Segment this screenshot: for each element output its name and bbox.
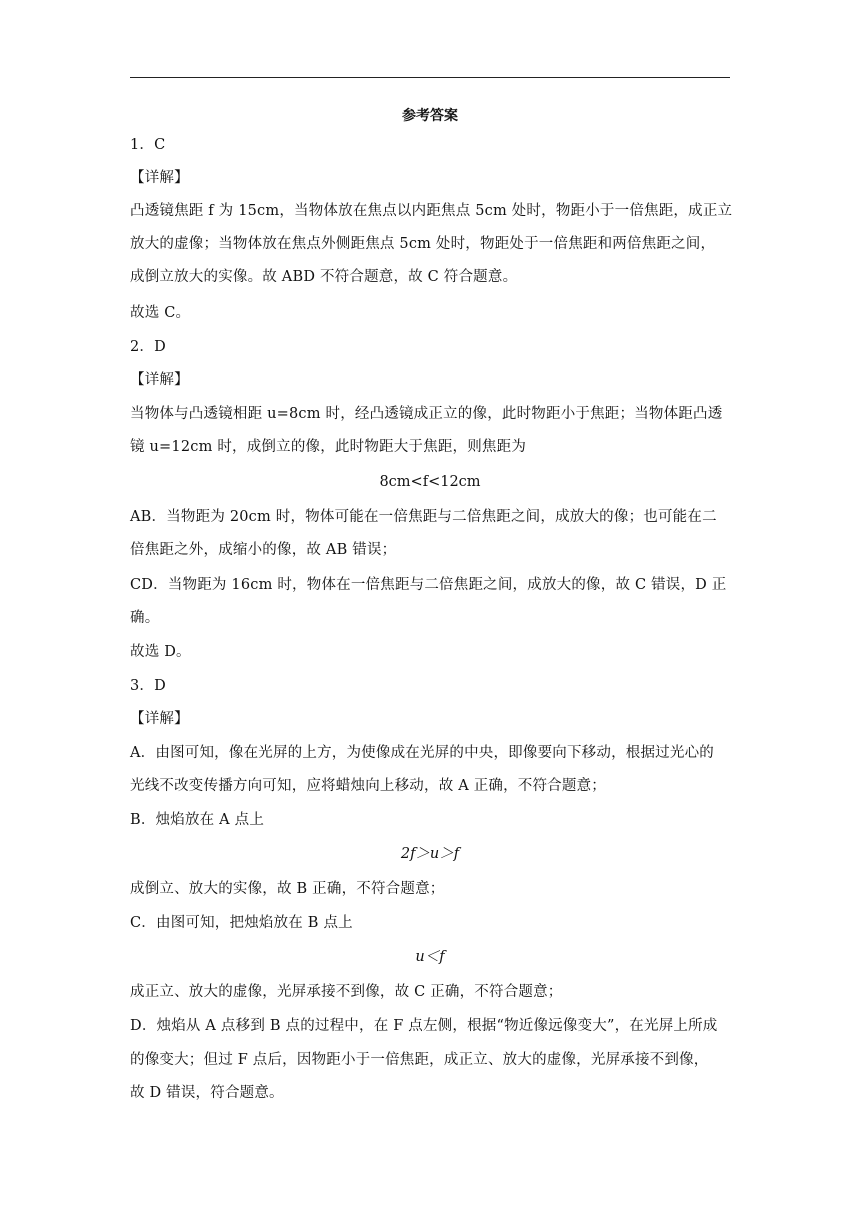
text-line: 【详解】 — [130, 711, 189, 727]
formula-line: 2f＞u＞f — [400, 846, 460, 862]
text-line: 成倒立放大的实像。故 ABD 不符合题意，故 C 符合题意。 — [130, 269, 518, 285]
text-line: 凸透镜焦距 f 为 15cm，当物体放在焦点以内距焦点 5cm 处时，物距小于一倍焦距，成正立 — [130, 203, 733, 219]
text-line: 【详解】 — [130, 170, 189, 186]
text-line: CD．当物距为 16cm 时，物体在一倍焦距与二倍焦距之间，成放大的像，故 C 错误，D 正 — [130, 577, 727, 593]
page-title: 参考答案 — [402, 108, 458, 124]
text-line: 倍焦距之外，成缩小的像，故 AB 错误； — [130, 542, 397, 558]
text-line: 成倒立、放大的实像，故 B 正确，不符合题意； — [130, 881, 445, 897]
text-line: AB．当物距为 20cm 时，物体可能在一倍焦距与二倍焦距之间，成放大的像；也可能在二 — [130, 509, 717, 525]
text-line: 光线不改变传播方向可知，应将蜡烛向上移动，故 A 正确，不符合题意； — [130, 778, 606, 794]
header-rule — [130, 77, 730, 78]
text-line: 当物体与凸透镜相距 u=8cm 时，经凸透镜成正立的像，此时物距小于焦距；当物体距凸透 — [130, 406, 723, 422]
formula-line: 8cm<f<12cm — [379, 474, 481, 490]
text-line: 1．C — [130, 137, 166, 153]
text-line: 2．D — [130, 339, 166, 355]
text-line: 成正立、放大的虚像，光屏承接不到像，故 C 正确，不符合题意； — [130, 984, 563, 1000]
text-line: 故选 C。 — [130, 305, 191, 321]
text-line: 故 D 错误，符合题意。 — [130, 1085, 284, 1101]
text-line: 故选 D。 — [130, 644, 191, 660]
text-line: D．烛焰从 A 点移到 B 点的过程中，在 F 点左侧，根据“物近像远像变大”，在光屏上所成 — [130, 1018, 718, 1034]
text-line: 3．D — [130, 678, 166, 694]
text-line: 镜 u=12cm 时，成倒立的像，此时物距大于焦距，则焦距为 — [130, 439, 527, 455]
formula-line: u＜f — [415, 949, 445, 965]
text-line: 的像变大；但过 F 点后，因物距小于一倍焦距，成正立、放大的虚像，光屏承接不到像， — [130, 1052, 709, 1068]
text-line: C．由图可知，把烛焰放在 B 点上 — [130, 915, 353, 931]
text-line: B．烛焰放在 A 点上 — [130, 812, 265, 828]
text-line: A．由图可知，像在光屏的上方，为使像成在光屏的中央，即像要向下移动，根据过光心的 — [130, 745, 714, 761]
text-line: 确。 — [130, 610, 160, 626]
text-line: 【详解】 — [130, 372, 189, 388]
text-line: 放大的虚像；当物体放在焦点外侧距焦点 5cm 处时，物距处于一倍焦距和两倍焦距之间， — [130, 236, 716, 252]
